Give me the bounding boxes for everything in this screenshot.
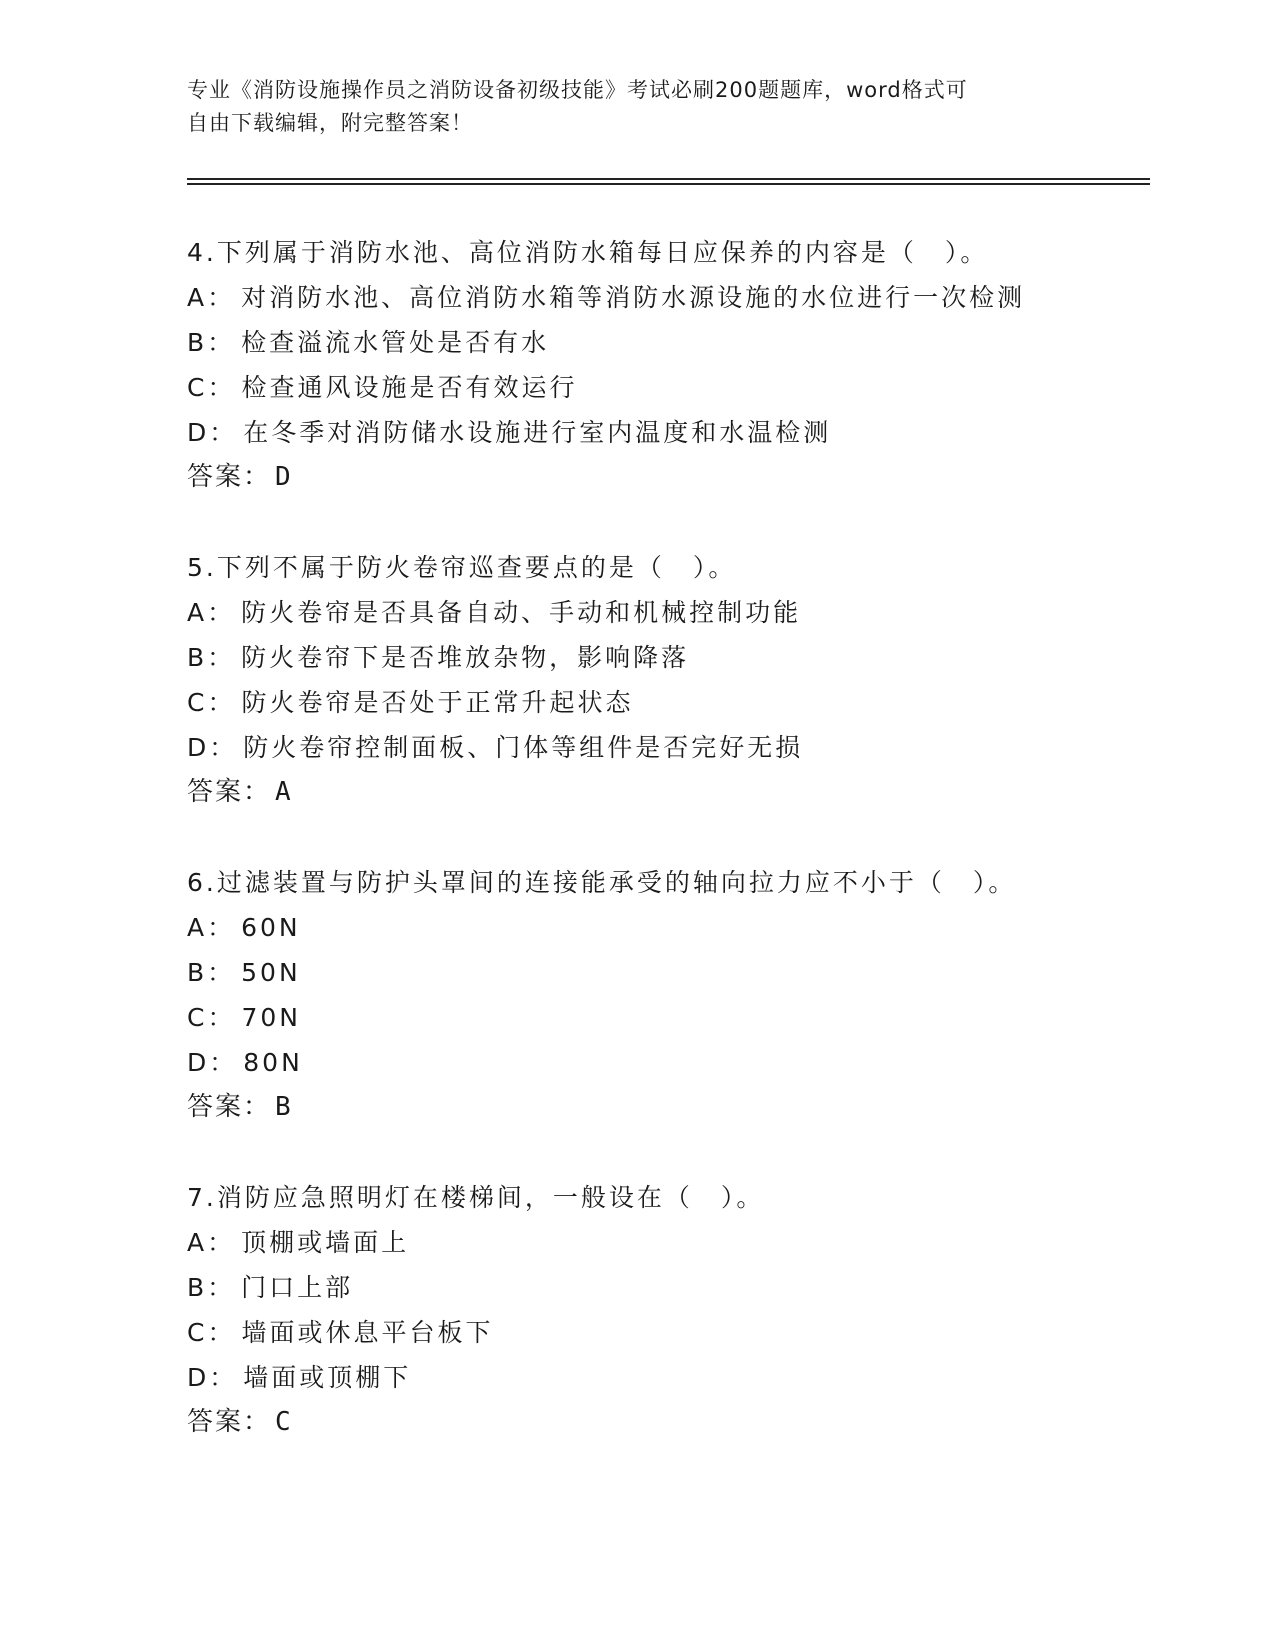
answer-value: A [275,777,293,807]
option-key: C： [187,373,236,402]
option-key: A： [187,1228,236,1257]
answer-label: 答案： [187,1407,272,1437]
question-stem: 5.下列不属于防火卷帘巡查要点的是（ ）。 [187,553,737,582]
option-text: 检查通风设施是否有效运行 [241,373,578,402]
option-b [187,320,1187,365]
option-key: B： [187,643,236,672]
option-c [187,1310,1187,1355]
question-5 [187,545,1187,815]
answer-value: D [275,462,293,492]
question-6 [187,860,1187,1130]
option-key: D： [187,1048,238,1077]
option-b [187,950,1187,995]
option-d [187,1040,1187,1085]
option-key: B： [187,328,236,357]
option-key: D： [187,418,238,447]
header-line-2: 自由下载编辑，附完整答案！ [187,111,473,135]
option-key: A： [187,913,236,942]
answer-label: 答案： [187,1092,272,1122]
question-stem: 4.下列属于消防水池、高位消防水箱每日应保养的内容是（ ）。 [187,238,989,267]
option-key: D： [187,733,238,762]
answer-value: B [275,1092,293,1122]
option-a [187,1220,1187,1265]
option-a [187,905,1187,950]
option-text: 对消防水池、高位消防水箱等消防水源设施的水位进行一次检测 [241,283,1026,312]
question-stem: 6.过滤装置与防护头罩间的连接能承受的轴向拉力应不小于（ ）。 [187,868,1017,897]
question-stem: 7.消防应急照明灯在楼梯间，一般设在（ ）。 [187,1183,765,1212]
answer [187,1400,1187,1445]
option-text: 防火卷帘下是否堆放杂物，影响降落 [241,643,690,672]
option-text: 在冬季对消防储水设施进行室内温度和水温检测 [243,418,832,447]
document-header [187,74,1067,140]
answer-value: C [275,1407,293,1437]
option-key: B： [187,1273,236,1302]
option-key: A： [187,283,236,312]
option-text: 门口上部 [241,1273,354,1302]
option-text: 50N [241,958,301,987]
question-7 [187,1175,1187,1445]
option-c [187,995,1187,1040]
option-d [187,725,1187,770]
option-key: C： [187,1003,236,1032]
option-text: 防火卷帘是否处于正常升起状态 [241,688,634,717]
option-text: 墙面或顶棚下 [243,1363,412,1392]
option-key: A： [187,598,236,627]
option-b [187,635,1187,680]
header-line-1: 专业《消防设施操作员之消防设备初级技能》考试必刷200题题库，word格式可 [187,78,968,102]
header-rule-bottom [187,183,1150,185]
option-text: 80N [243,1048,303,1077]
answer-label: 答案： [187,462,272,492]
option-text: 60N [241,913,301,942]
answer [187,1085,1187,1130]
option-d [187,410,1187,455]
option-b [187,1265,1187,1310]
question-4 [187,230,1187,500]
answer [187,455,1187,500]
option-a [187,590,1187,635]
option-text: 顶棚或墙面上 [241,1228,410,1257]
option-text: 防火卷帘是否具备自动、手动和机械控制功能 [241,598,802,627]
option-d [187,1355,1187,1400]
option-c [187,680,1187,725]
option-text: 70N [241,1003,301,1032]
answer-label: 答案： [187,777,272,807]
option-text: 墙面或休息平台板下 [241,1318,494,1347]
option-c [187,365,1187,410]
option-text: 检查溢流水管处是否有水 [241,328,550,357]
option-key: C： [187,1318,236,1347]
option-key: C： [187,688,236,717]
option-text: 防火卷帘控制面板、门体等组件是否完好无损 [243,733,804,762]
option-key: B： [187,958,236,987]
option-key: D： [187,1363,238,1392]
option-a [187,275,1187,320]
answer [187,770,1187,815]
header-rule-top [187,178,1150,180]
